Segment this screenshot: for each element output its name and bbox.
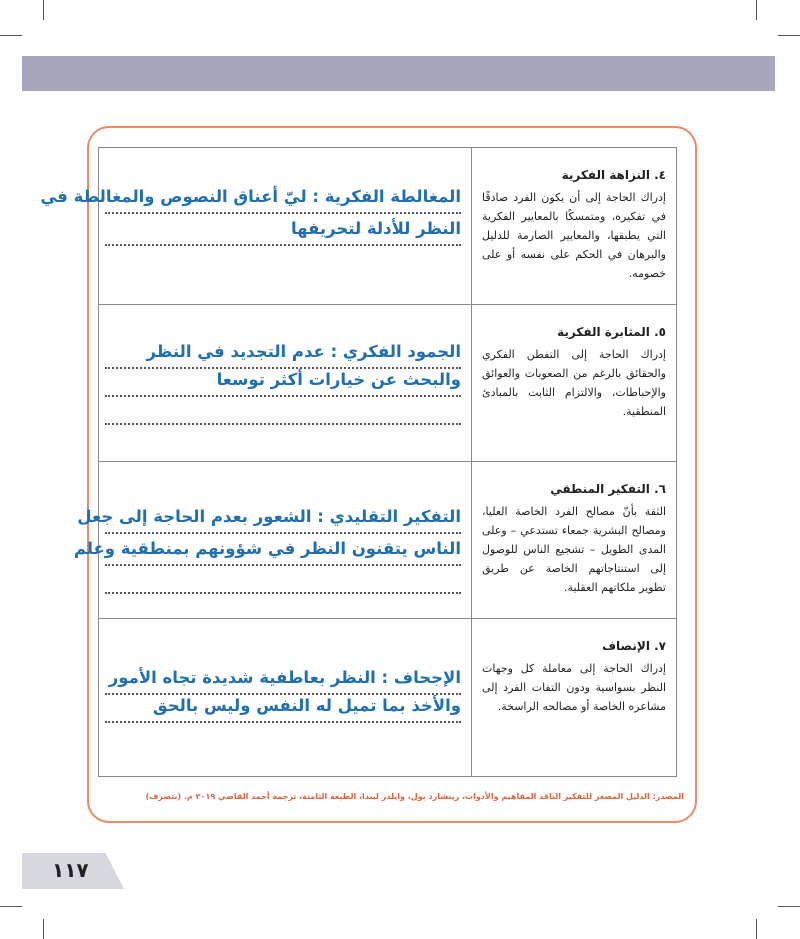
answer-cell [73,462,473,618]
table-row [99,619,676,776]
trait-cell [471,305,676,461]
trait-description: إدراك الحاجة إلى التفطن الفكري والحقائق بالرغم من الصعوبات والعوائق والإحباطات، والالتزام الثابت بالمبادئ المنطقية. [482,348,666,418]
crop-mark [43,0,44,20]
answer-line[interactable]: والبحث عن خيارات أكثر توسعا [105,365,461,397]
table-row [40,148,676,305]
answer-line[interactable] [105,393,461,425]
trait-title: ٦. التفكير المنطقي [550,482,666,496]
trait-title: ٥. المثابرة الفكرية [557,325,666,339]
trait-description: إدراك الحاجة إلى أن يكون الفرد صادقًا في تفكيره، ومتمسكًا بالمعايير الفكرية التي يطبقها، والمعايير الصارمة للدليل والبرهان في الحكم على نفسه أو على خصومه. [482,191,666,280]
answer-line[interactable]: الناس يتقنون النظر في شؤونهم بمنطقية وعلم [105,534,461,566]
table-row [73,462,676,619]
answer-line[interactable]: التفكير التقليدي : الشعور بعدم الحاجة إلى جعل [105,502,461,534]
header-band [22,56,775,91]
trait-description: إدراك الحاجة إلى معاملة كل وجهات النظر بسواسية ودون التفات الفرد إلى مشاعره الخاصة أو مصالحه الراسخة. [482,662,666,713]
crop-mark [756,919,757,939]
crop-mark [756,0,757,20]
answer-cell [99,619,473,776]
answer-line[interactable]: النظر للأدلة لتحريفها [105,214,461,246]
trait-title: ٧. الإنصاف [602,639,666,653]
trait-cell [471,148,676,304]
answer-line[interactable]: الجمود الفكري : عدم التجديد في النظر [105,337,461,369]
answer-line[interactable]: الإجحاف : النظر بعاطفية شديدة تجاه الأمور [105,663,461,695]
trait-cell [471,619,676,776]
source-citation: المصدر: الدليل المصغر للتفكير الناقد المفاهيم والأدوات، ريتشارد بول، وايلدر ليندا، الطبعة الثامنة، ترجمة أحمد القاضي ٢٠١٩ م. (بتصرف) [145,792,684,801]
table-row [99,305,676,462]
crop-mark [778,906,800,907]
answer-cell [99,305,473,461]
crop-mark [778,35,800,36]
trait-description: الثقة بأنّ مصالح الفرد الخاصة العليا، ومصالح البشرية جمعاء تستدعي – وعلى المدى الطويل – تشجيع الناس للوصول إلى استنتاجاتهم الخاصة عن طريق تطوير ملكاتهم العقلية. [482,505,666,594]
traits-table [40,147,677,777]
trait-cell [471,462,676,618]
crop-mark [0,906,22,907]
page-number: ١١٧ [52,858,89,882]
trait-title: ٤. النزاهة الفكرية [561,168,666,182]
answer-line[interactable] [105,562,461,594]
crop-mark [0,35,22,36]
crop-mark [43,919,44,939]
answer-line[interactable]: المغالطة الفكرية : ليّ أعناق النصوص والمغالطة في [105,182,461,214]
answer-cell [40,148,473,304]
answer-line[interactable]: والأخذ بما تميل له النفس وليس بالحق [105,691,461,723]
